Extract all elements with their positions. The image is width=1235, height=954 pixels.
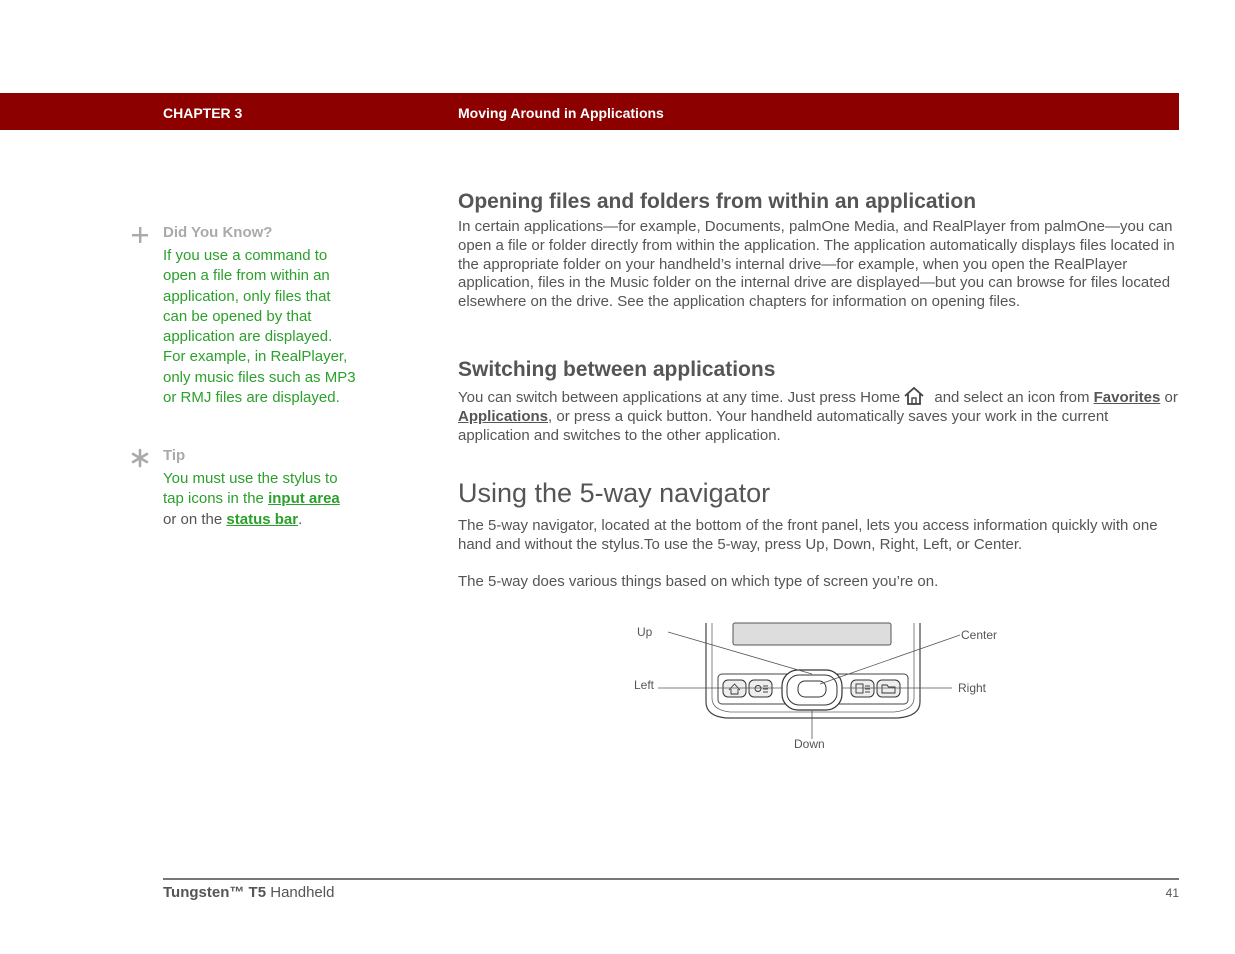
applications-link[interactable]: Applications (458, 407, 549, 425)
label-left: Left (634, 678, 655, 692)
asterisk-icon (130, 448, 150, 468)
body-text-part: and select an icon from (930, 389, 1094, 406)
product-name-bold: Tungsten™ T5 (163, 884, 267, 901)
chapter-title: Moving Around in Applications (458, 105, 664, 121)
tip-note (130, 447, 370, 537)
label-up: Up (637, 625, 653, 639)
tip-text (163, 469, 353, 530)
favorites-link[interactable]: Favorites (1093, 389, 1161, 406)
label-right: Right (958, 681, 987, 695)
did-you-know-note (130, 224, 370, 434)
section-body (458, 386, 1180, 445)
navigator-diagram (630, 618, 1010, 758)
did-you-know-heading: Did You Know? (163, 224, 273, 241)
section-5way-navigator (458, 478, 1180, 591)
tip-text-part: You must use the stylus to tap icons in the (163, 470, 338, 508)
label-center: Center (961, 628, 998, 642)
body-text-part: , or press a quick button. Your handheld automatically saves your work in the current application and switches to the other application. (458, 407, 1109, 444)
section-heading: Opening files and folders from within an application (458, 190, 977, 213)
chapter-header-bar (0, 93, 1179, 130)
label-down: Down (794, 737, 825, 751)
status-bar-link[interactable]: status bar (226, 510, 299, 528)
tip-text-part: or on the (163, 510, 227, 528)
section-heading: Switching between applications (458, 358, 776, 381)
section-body: The 5-way does various things based on which type of screen you’re on. (458, 572, 939, 590)
section-switching-apps (458, 358, 1180, 445)
chapter-number: CHAPTER 3 (163, 105, 243, 121)
footer-product-name (163, 884, 334, 902)
body-text-part: You can switch between applications at any time. Just press Home (458, 389, 901, 406)
input-area-link[interactable]: input area (268, 490, 340, 508)
product-name-rest: Handheld (266, 884, 335, 901)
section-body: The 5-way navigator, located at the bottom of the front panel, lets you access information quickly with one hand and without the stylus.To use the 5-way, press Up, Down, Right, Left, or Center. (458, 517, 1158, 553)
tip-text-part: . (298, 510, 303, 528)
section-body: In certain applications—for example, Documents, palmOne Media, and RealPlayer from palmOne—you can open a file or folder directly from within the application. The application automatically displays files located in the appropriate folder on your handheld’s internal drive—for example, when you open the RealPlayer application, files in the Music folder on the internal drive are displayed—but you can browse for files located elsewhere on the drive. See the application chapters for information on opening files. (458, 218, 1175, 311)
body-text-part: or (1160, 389, 1178, 406)
tip-heading: Tip (163, 447, 186, 464)
major-heading: Using the 5-way navigator (458, 478, 771, 508)
plus-icon (130, 225, 150, 245)
page-number: 41 (1165, 886, 1179, 900)
did-you-know-text: If you use a command to open a file from within an application, only files that can be opened by that application are displayed. For example, in RealPlayer, only music files such as MP3 or RMJ files are displayed. (163, 247, 356, 407)
section-opening-files (458, 190, 1180, 312)
home-icon (903, 386, 925, 406)
footer-rule (163, 878, 1179, 880)
